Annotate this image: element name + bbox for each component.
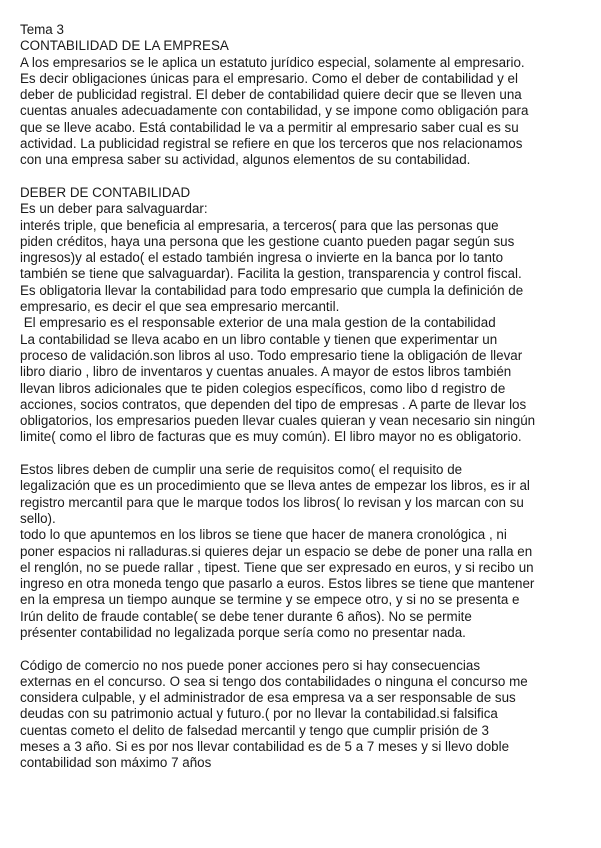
topic-label: Tema 3 xyxy=(20,22,64,37)
paragraph-spacer xyxy=(20,169,588,185)
requirements-paragraph xyxy=(20,462,588,641)
text-line: considera culpable, y el administrador de esa empresa va a ser responsable de sus xyxy=(20,690,516,706)
text-line: legalización que es un procedimiento que se lleva antes de empezar los libros, es ir al xyxy=(20,478,530,494)
text-line: limite( como el libro de facturas que es muy común). El libro mayor no es obligatorio. xyxy=(20,429,522,445)
text-line: interés triple, que beneficia al empresaria, a terceros( para que las personas que xyxy=(20,217,499,233)
paragraph-spacer xyxy=(20,641,588,657)
text-line: acciones, socios contratos, que dependen del tipo de empresas . A parte de llevar los xyxy=(20,396,527,412)
text-line: que se lleve acabo. Está contabilidad le va a permitir al empresario saber cual es su xyxy=(20,119,519,135)
document-page xyxy=(20,22,588,772)
text-line: en la empresa un tiempo aunque se termine y se empece otro, y si no se presenta e xyxy=(20,592,520,608)
text-line: ingreso en otra moneda tengo que pasarlo a euros. Estos libres se tiene que mantener xyxy=(20,576,535,592)
text-line: cuentas anuales adecuadamente con contabilidad, y se impone como obligación para xyxy=(20,103,529,119)
text-line: proceso de validación.son libros al uso. Todo empresario tiene la obligación de llevar xyxy=(20,347,523,363)
text-line: con una empresa saber su actividad, algunos elementos de su contabilidad. xyxy=(20,152,471,168)
text-line: cuentas cometo el delito de falsedad mercantil y tengo que cumplir prisión de 3 xyxy=(20,722,489,738)
text-line: deber de publicidad registral. El deber de contabilidad quiere decir que se lleven una xyxy=(20,87,522,103)
text-line: El empresario es el responsable exterior de una mala gestion de la contabilidad xyxy=(20,315,496,331)
document-title: CONTABILIDAD DE LA EMPRESA xyxy=(20,38,229,54)
text-line: sello). xyxy=(20,510,56,526)
text-line: poner espacios ni ralladuras.si quieres dejar un espacio se debe de poner una ralla en xyxy=(20,543,533,559)
text-line: todo lo que apuntemos en los libros se tiene que hacer de manera cronológica , ni xyxy=(20,527,507,543)
text-line: externas en el concurso. O sea si tengo dos contabilidades o ninguna el concurso me xyxy=(20,673,528,689)
text-line: Es un deber para salvaguardar: xyxy=(20,201,208,217)
commerce-code-paragraph xyxy=(20,658,588,772)
text-line: empresario, es decir el que sea empresario mercantil. xyxy=(20,299,340,315)
paragraph-spacer xyxy=(20,446,588,462)
text-line: La contabilidad se lleva acabo en un libro contable y tienen que experimentar un xyxy=(20,331,498,347)
text-line: el renglón, no se puede rallar , tipest. Tiene que ser expresado en euros, y si recibo un xyxy=(20,559,534,575)
text-line: también se tiene que salvaguardar). Facilita la gestion, transparencia y control fiscal. xyxy=(20,266,522,282)
text-line: meses a 3 año. Si es por nos llevar contabilidad es de 5 a 7 meses y si llevo doble xyxy=(20,739,510,755)
text-line: Código de comercio no nos puede poner acciones pero si hay consecuencias xyxy=(20,657,481,673)
text-line: présenter contabilidad no legalizada porque sería como no presentar nada. xyxy=(20,624,466,640)
text-line: llevan libros adicionales que te piden colegios específicos, como libo d registro de xyxy=(20,380,506,396)
intro-paragraph xyxy=(20,55,588,169)
text-line: piden créditos, haya una persona que les gestione cuanto pueden pagar según sus xyxy=(20,233,515,249)
section-paragraph xyxy=(20,201,588,445)
text-line: Es obligatoria llevar la contabilidad para todo empresario que cumpla la definición de xyxy=(20,282,524,298)
text-line: Irún delito de fraude contable( se debe tener durante 6 años). No se permite xyxy=(20,608,472,624)
text-line: deudas con su patrimonio actual y futuro.( por no llevar la contabilidad.si falsifica xyxy=(20,706,498,722)
text-line: actividad. La publicidad registral se refiere en que los terceros que nos relacionamos xyxy=(20,136,523,152)
section-heading: DEBER DE CONTABILIDAD xyxy=(20,184,191,200)
text-line: libro diario , libro de inventaros y cuentas anuales. A mayor de estos libros también xyxy=(20,364,512,380)
text-line: obligatorios, los empresarios pueden llevar cuales quieran y vean necesario sin ningún xyxy=(20,413,536,429)
text-line: A los empresarios se le aplica un estatuto jurídico especial, solamente al empresario. xyxy=(20,54,525,70)
text-line: contabilidad son máximo 7 años xyxy=(20,755,212,771)
text-line: Estos libres deben de cumplir una serie de requisitos como( el requisito de xyxy=(20,462,463,478)
text-line: ingresos)y al estado( el estado también ingresa o invierte en la banca por lo tanto xyxy=(20,250,504,266)
text-line: Es decir obligaciones únicas para el empresario. Como el deber de contabilidad y el xyxy=(20,70,518,86)
text-line: registro mercantil para que le marque todos los libros( lo revisan y los marcan con su xyxy=(20,494,524,510)
